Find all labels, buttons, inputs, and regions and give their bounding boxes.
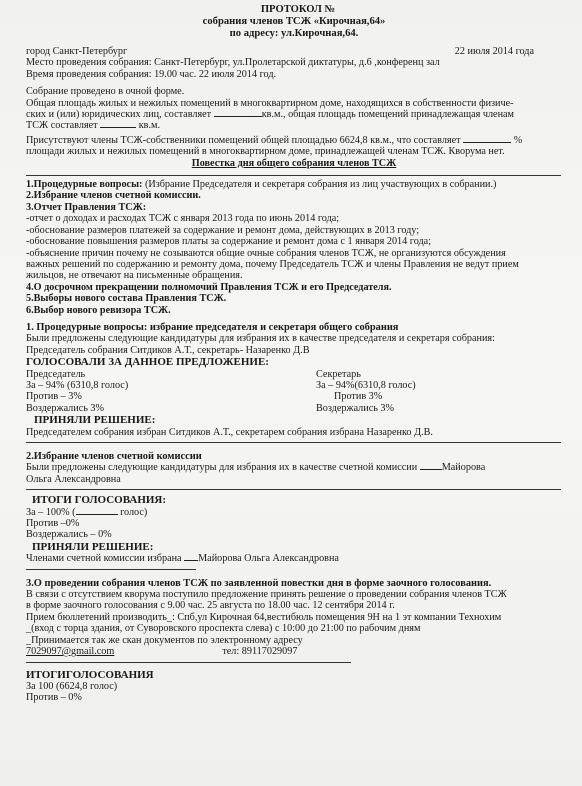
agenda-sub-4c: жильцов, не отвечают на письменные обращения. xyxy=(26,270,243,282)
chair-label: Председатель xyxy=(26,368,86,380)
section3-heading: 3.О проведении собрания членов ТСЖ по заявленной повестки дня в форме заочного голосования. xyxy=(26,577,492,589)
meeting-time: Время проведения собрания: 19.00 час. 22 июля 2014 год. xyxy=(26,68,277,80)
agenda-item-6: 6.Выбор нового ревизора ТСЖ. xyxy=(26,304,171,316)
agenda-title: Повестка дня общего собрания членов ТСЖ xyxy=(191,157,397,169)
section1-text2: Председатель собрания Ситдиков А.Т., секретарь- Назаренко Д.В xyxy=(26,344,310,356)
agenda-item-4: 4.О досрочном прекращении полномочий Правления ТСЖ и его Председателя. xyxy=(26,281,392,293)
meeting-place: Место проведения собрания: Санкт-Петербург, ул.Пролетарской диктатуры, д.6 ,конференц зал xyxy=(26,57,440,69)
section2-decision-heading: ПРИНЯЛИ РЕШЕНИЕ: xyxy=(32,540,154,553)
agenda-item-2: 2.Избрание членов счетной комиссии. xyxy=(26,190,201,202)
section1-decision-text: Председателем собрания избран Ситдиков А.Т., секретарем собрания избрана Назаренко Д.В. xyxy=(26,426,433,438)
email-link[interactable]: 7029097@gmail.com xyxy=(26,646,115,658)
intro-form: Собрание проведено в очной форме. xyxy=(26,86,185,98)
chair-for: За – 94% (6310,8 голос) xyxy=(26,379,129,391)
protocol-number: ПРОТОКОЛ № xyxy=(260,4,336,15)
phone: тел: 89117029097 xyxy=(222,646,298,658)
section1-heading: 1. Процедурные вопросы: избрание председателя и секретаря общего собрания xyxy=(26,321,399,333)
secretary-against: Против 3% xyxy=(334,391,383,403)
agenda-sub-4b: важных решений по содержанию и ремонту дома, почему Председатель ТСЖ и члены Правления не ведут прием xyxy=(26,258,519,270)
section1-vote-heading: ГОЛОСОВАЛИ ЗА ДАННОЕ ПРЕДЛОЖЕНИЕ: xyxy=(26,356,269,369)
section3-against: Против – 0% xyxy=(26,692,82,704)
chair-vote xyxy=(26,369,316,415)
section1-text1: Были предложены следующие кандидатуры для избрания их в качестве председателя и секретаря собрания: xyxy=(26,333,495,345)
section2-text1: Были предложены следующие кандидатуры для избрания их в качестве счетной комиссии Майорова xyxy=(26,462,486,474)
agenda-sub-2: -обоснование размеров платежей за содержание и ремонт дома, действующих в 2013 году; xyxy=(26,224,420,236)
contact-row xyxy=(26,646,562,657)
section2-results-heading: ИТОГИ ГОЛОСОВАНИЯ: xyxy=(32,494,167,507)
chair-against: Против – 3% xyxy=(26,391,82,403)
agenda-item-3: 3.Отчет Правления ТСЖ: xyxy=(26,201,147,213)
agenda-sub-3: -обоснование повышения размеров платы за содержание и ремонт дома с 1 января 2014 года; xyxy=(26,236,432,248)
section1-decision-heading: ПРИНЯЛИ РЕШЕНИЕ: xyxy=(34,414,156,427)
meeting-address: по адресу: ул.Кирочная,64. xyxy=(229,28,359,39)
section3-p1: В связи с отсутствием кворума поступило предложение принять решение о проведении собрания членов ТСЖ xyxy=(26,589,507,601)
meeting-title: собрания членов ТСЖ «Кирочная,64» xyxy=(202,16,386,27)
agenda-item-1: 1.Процедурные вопросы: (Избрание Председателя и секретаря собрания из лиц участвующих в собрании.) xyxy=(26,179,497,191)
section3-p3: Прием бюллетений производить_: Спб,ул Кирочная 64,вестибюль помещения 9Н на 1 эт компании Технохим xyxy=(26,611,502,623)
secretary-abstain: Воздержались 3% xyxy=(316,402,395,414)
agenda-sub-4a: -объяснение причин почему не созываются общие очные собрания членов ТСЖ, не организуются обсуждения xyxy=(26,247,506,259)
meeting-date: 22 июля 2014 года xyxy=(454,46,534,57)
chair-abstain: Воздержались 3% xyxy=(26,402,105,414)
secretary-label: Секретарь xyxy=(316,368,361,380)
city-date-row xyxy=(26,46,562,57)
intro-area-line2: ских и (или) юридических лиц, составляет кв.м., общая площадь помещений принадлежащая членам xyxy=(26,109,514,121)
intro-presence-line2: площади жилых и нежилых помещений в многоквартирном доме, принадлежащей членам ТСЖ. Кворума нет. xyxy=(26,146,505,158)
intro-presence-line1: Присутствуют члены ТСЖ-собственники помещений общей площадью 6624,8 кв.м., что составляет % xyxy=(26,134,523,146)
city: город Санкт-Петербург xyxy=(26,46,128,57)
section3-p4: _(вход с торца здания, от Суворовского проспекта слева) с 10:00 до 21:00 по рабочим дням xyxy=(26,623,421,635)
section2-for: За – 100% ( голос) xyxy=(26,506,148,518)
section3-results-heading: ИТОГИГОЛОСОВАНИЯ xyxy=(26,668,154,681)
secretary-vote xyxy=(316,369,556,415)
section2-against: Против –0% xyxy=(26,518,80,530)
agenda-sub-1: -отчет о доходах и расходах ТСЖ с января 2013 года по июнь 2014 года; xyxy=(26,213,340,225)
section2-text2: Ольга Александровна xyxy=(26,473,121,485)
section2-heading: 2.Избрание членов счетной комиссии xyxy=(26,451,202,462)
secretary-for: За – 94%(6310,8 голос) xyxy=(316,379,416,391)
agenda-item-5: 5.Выборы нового состава Правления ТСЖ. xyxy=(26,293,227,305)
intro-area-line3: ТСЖ составляет кв.м. xyxy=(26,120,161,132)
section3-p5: _Принимается так же скан документов по электронному адресу xyxy=(26,634,303,646)
section2-abstain: Воздержались – 0% xyxy=(26,529,112,541)
section3-p2: в форме заочного голосования с 9.00 час. 25 августа по 18.00 час. 12 сентября 2014 г. xyxy=(26,600,395,612)
intro-area-line1: Общая площадь жилых и нежилых помещений в многоквартирном доме, находящихся в собственности физиче- xyxy=(26,97,514,109)
section1-vote-columns xyxy=(26,369,562,415)
section2-decision-text: Членами счетной комиссии избрана Майорова Ольга Александровна xyxy=(26,553,339,565)
section3-for: За 100 (6624,8 голос) xyxy=(26,680,118,692)
